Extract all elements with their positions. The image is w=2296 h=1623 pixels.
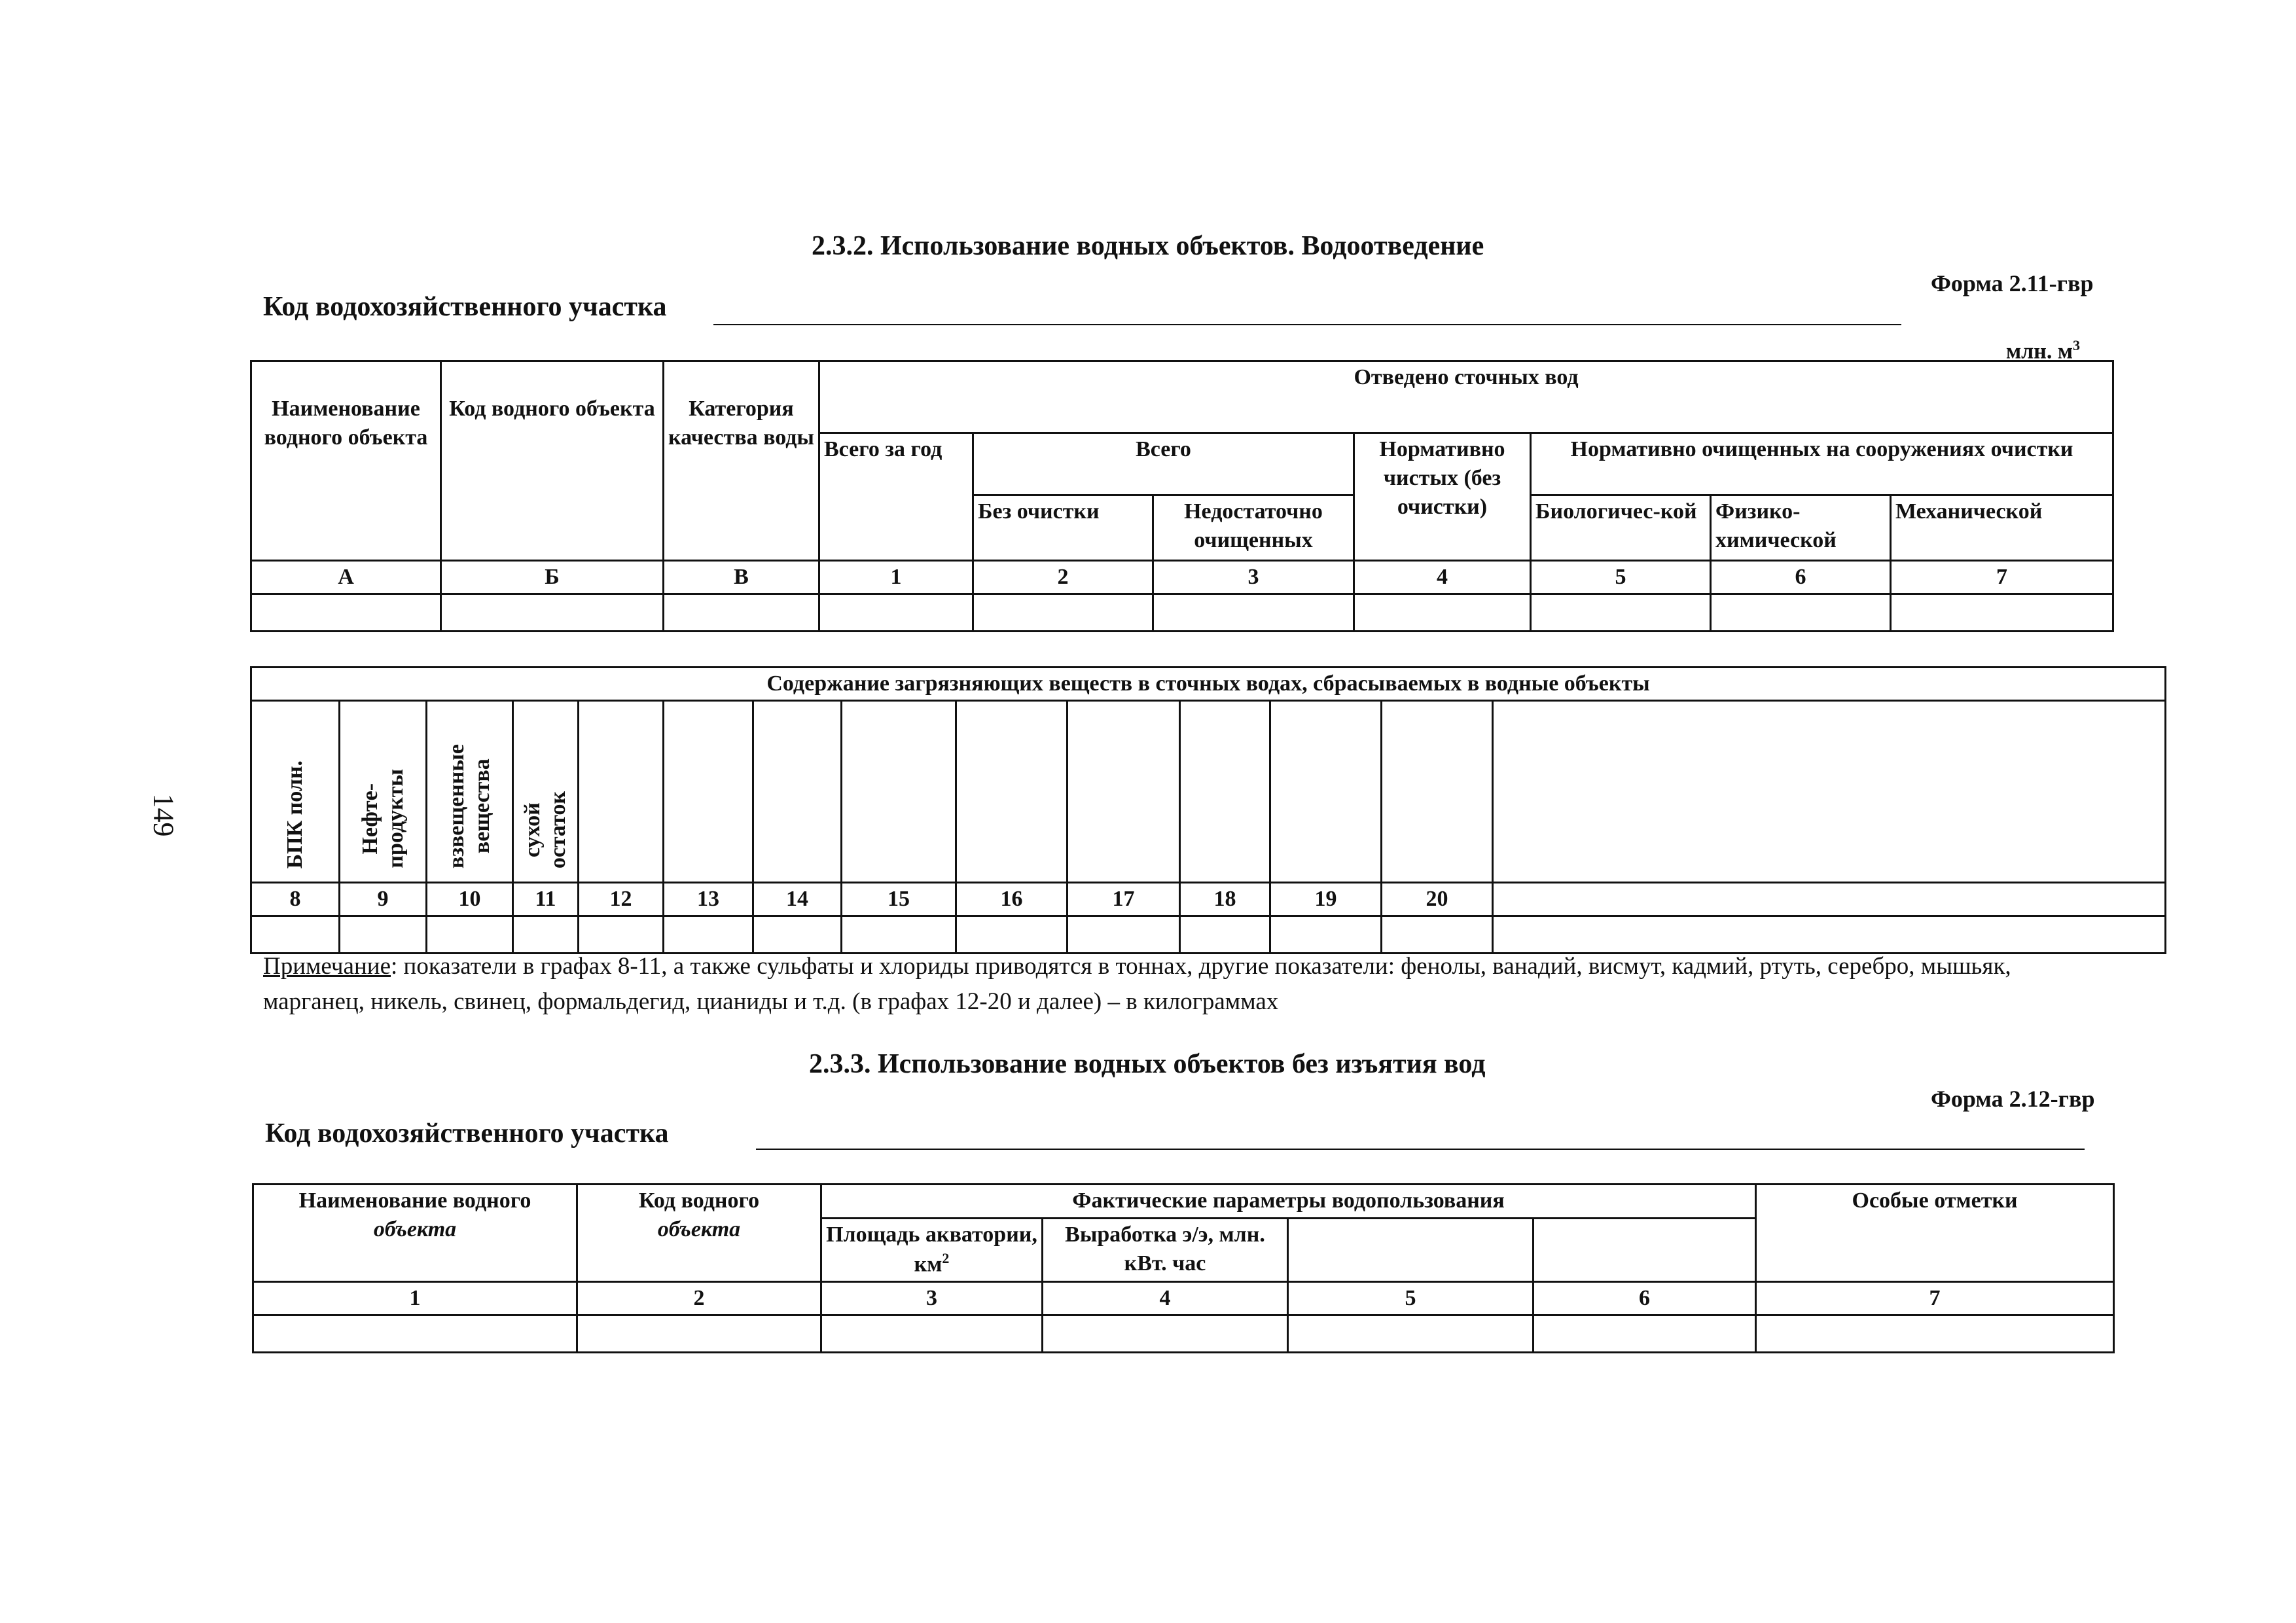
col-number: В: [664, 561, 819, 594]
table-cell[interactable]: [1493, 916, 2166, 954]
unit-label: млн. $м^3$: [2006, 337, 2080, 364]
table-cell[interactable]: [1756, 1315, 2114, 1352]
table-cell[interactable]: [956, 916, 1067, 954]
table-cell[interactable]: [842, 916, 956, 954]
col-header-blank: [579, 701, 664, 883]
table-cell[interactable]: [1382, 916, 1493, 954]
col-header-category: Категория качества воды: [664, 361, 819, 561]
form-label-2-12: Форма 2.12-гвр: [1931, 1086, 2095, 1112]
col-header-normative-clean: Нормативно чистых (без очистки): [1354, 433, 1531, 561]
col-number: 3: [1153, 561, 1354, 594]
table-cell[interactable]: [1180, 916, 1270, 954]
section-title-2-3-2: 2.3.2. Использование водных объектов. Водоотведение: [812, 231, 1484, 261]
col-number: 16: [956, 883, 1067, 916]
table-cell[interactable]: [441, 594, 664, 632]
col-number: 13: [664, 883, 753, 916]
col-header-blank: [1270, 701, 1382, 883]
table-cell[interactable]: [1534, 1315, 1756, 1352]
col-number: 10: [427, 883, 513, 916]
code-label-1: Код водохозяйственного участка: [263, 292, 667, 322]
col-header-blank: [1288, 1219, 1534, 1282]
pollutants-header: Содержание загрязняющих веществ в сточных водах, сбрасываемых в водные объекты: [251, 668, 2166, 701]
table-cell[interactable]: [1270, 916, 1382, 954]
col-header-mech: Механической: [1891, 495, 2113, 561]
col-number: А: [251, 561, 441, 594]
col-number: 9: [340, 883, 427, 916]
col-header-blank: [664, 701, 753, 883]
col-header-blank: [956, 701, 1067, 883]
col-header-blank: [753, 701, 842, 883]
col-header-physchem: Физико-химической: [1711, 495, 1891, 561]
column-number-row: [251, 561, 2113, 594]
discharge-table: [250, 360, 2114, 632]
col-number: 7: [1891, 561, 2113, 594]
table-cell[interactable]: [1043, 1315, 1288, 1352]
table-cell[interactable]: [753, 916, 842, 954]
table-cell[interactable]: [973, 594, 1153, 632]
col-number: 11: [513, 883, 579, 916]
table-cell[interactable]: [1067, 916, 1180, 954]
col-number: 4: [1043, 1281, 1288, 1315]
col-header-code: Код водного объекта: [441, 361, 664, 561]
col-number: 6: [1534, 1281, 1756, 1315]
col-header-object-name: Наименование водного объекта: [253, 1185, 577, 1282]
table-cell[interactable]: [1891, 594, 2113, 632]
col-header-suspended: взвещенные вещества: [427, 701, 513, 883]
table-cell[interactable]: [1153, 594, 1354, 632]
page-number: 149: [147, 793, 180, 837]
col-number: 3: [821, 1281, 1043, 1315]
column-number-row: [251, 883, 2166, 916]
col-number: 5: [1531, 561, 1711, 594]
col-number: 14: [753, 883, 842, 916]
col-header-object-code: Код водного объекта: [577, 1185, 821, 1282]
table-cell[interactable]: [253, 1315, 577, 1352]
col-header-blank: [842, 701, 956, 883]
col-header-blank: [1382, 701, 1493, 883]
col-number: [1493, 883, 2166, 916]
code-input-line-2[interactable]: [756, 1149, 2085, 1150]
table-cell[interactable]: [1288, 1315, 1534, 1352]
section-title-2-3-3: 2.3.3. Использование водных объектов без изъятия вод: [809, 1049, 1486, 1079]
col-number: 17: [1067, 883, 1180, 916]
col-number: 12: [579, 883, 664, 916]
table-row: [253, 1315, 2114, 1352]
col-header-area: Площадь акватории, $км^2$: [821, 1219, 1043, 1282]
col-number: 20: [1382, 883, 1493, 916]
col-number: 1: [819, 561, 973, 594]
col-header-power: Выработка э/э, млн. кВт. час: [1043, 1219, 1288, 1282]
col-number: 4: [1354, 561, 1531, 594]
col-number: 2: [577, 1281, 821, 1315]
table-row: [251, 594, 2113, 632]
col-header-blank: [1180, 701, 1270, 883]
col-number: 18: [1180, 883, 1270, 916]
col-header-no-treatment: Без очистки: [973, 495, 1153, 561]
note: [263, 949, 2109, 1019]
col-number: 15: [842, 883, 956, 916]
col-header-blank: [1534, 1219, 1756, 1282]
table-cell[interactable]: [819, 594, 973, 632]
col-header-bio: Биологичес-кой: [1531, 495, 1711, 561]
col-number: 8: [251, 883, 340, 916]
table-cell[interactable]: [251, 916, 340, 954]
table-cell[interactable]: [1711, 594, 1891, 632]
table-cell[interactable]: [427, 916, 513, 954]
col-header-oil: Нефте- продукты: [340, 701, 427, 883]
group-header-total: Всего: [973, 433, 1354, 495]
col-header-dry-residue: сухой остаток: [513, 701, 579, 883]
table-cell[interactable]: [664, 594, 819, 632]
note-text: : показатели в графах 8-11, а также сульфаты и хлориды приводятся в тоннах, другие показатели: фенолы, ванадий, висмут, кадмий, ртуть, серебро, мышьяк, марганец, никель, свинец, формальдегид, цианиды и т.д. (в графах 12-20 и далее) – в килограммах: [263, 953, 2011, 1015]
table-cell[interactable]: [340, 916, 427, 954]
form-label-2-11: Форма 2.11-гвр: [1931, 270, 2094, 296]
col-header-name: Наименование водного объекта: [251, 361, 441, 561]
col-number: 19: [1270, 883, 1382, 916]
col-header-blank: [1493, 701, 2166, 883]
col-number: 7: [1756, 1281, 2114, 1315]
code-label-2: Код водохозяйственного участка: [265, 1118, 669, 1149]
column-number-row: [253, 1281, 2114, 1315]
col-number: 6: [1711, 561, 1891, 594]
group-header-treated: Нормативно очищенных на сооружениях очистки: [1531, 433, 2113, 495]
table-cell[interactable]: [513, 916, 579, 954]
table-cell[interactable]: [579, 916, 664, 954]
col-number: 2: [973, 561, 1153, 594]
note-label: Примечание: [263, 953, 391, 980]
group-header-discharged: Отведено сточных вод: [819, 361, 2113, 433]
table-row: [251, 916, 2166, 954]
table-cell[interactable]: [1354, 594, 1531, 632]
table-cell[interactable]: [821, 1315, 1043, 1352]
col-header-blank: [1067, 701, 1180, 883]
col-header-special-notes: Особые отметки: [1756, 1185, 2114, 1282]
table-cell[interactable]: [577, 1315, 821, 1352]
table-cell[interactable]: [664, 916, 753, 954]
code-input-line-1[interactable]: [713, 324, 1901, 325]
col-number: 1: [253, 1281, 577, 1315]
col-header-insufficient: Недостаточно очищенных: [1153, 495, 1354, 561]
col-header-total-year: Всего за год: [819, 433, 973, 561]
pollutants-table: [250, 666, 2166, 954]
col-number: Б: [441, 561, 664, 594]
usage-table: [252, 1183, 2115, 1353]
col-number: 5: [1288, 1281, 1534, 1315]
group-header-params: Фактические параметры водопользования: [821, 1185, 1756, 1219]
table-cell[interactable]: [1531, 594, 1711, 632]
col-header-bod: БПК полн.: [251, 701, 340, 883]
table-cell[interactable]: [251, 594, 441, 632]
